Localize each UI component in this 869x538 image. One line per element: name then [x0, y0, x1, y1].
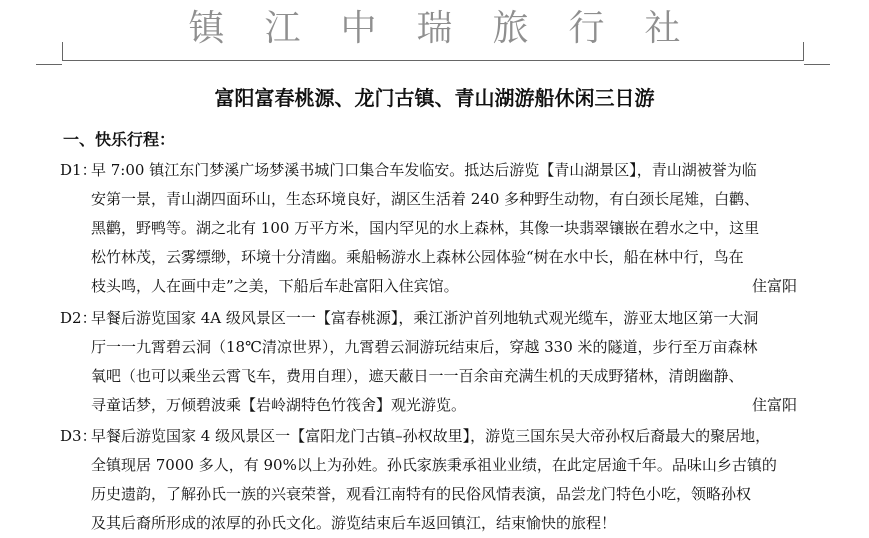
day-label: D1：	[60, 161, 97, 179]
header-rule-left-tick	[62, 42, 63, 60]
day-text: 及其后裔所形成的浓厚的孙氏文化。游览结束后车返回镇江，结束愉快的旅程！	[91, 514, 617, 532]
day-text: 氧吧（也可以乘坐云霄飞车，费用自理），遮天蔽日一一百余亩充满生机的天成野猪林，清朗幽静、	[91, 367, 744, 385]
day-line	[60, 509, 820, 538]
day-text: 厅一一九霄碧云洞（18℃清凉世界），九霄碧云洞游玩结束后，穿越 330 米的隧道，步行至万亩森林	[91, 338, 758, 356]
section-heading: 一、快乐行程：	[63, 130, 176, 149]
overnight-label: 住富阳	[752, 277, 798, 295]
header-corner-left	[36, 64, 62, 65]
itinerary-day-3	[60, 422, 820, 538]
day-line	[60, 422, 820, 451]
day-text: 早餐后游览国家 4A 级风景区一一【富春桃源】，乘江浙沪首列地轨式观光缆车，游亚太地区第一大洞	[91, 309, 759, 327]
day-text: 历史遗韵，了解孙氏一族的兴衰荣誉，观看江南特有的民俗风情表演，品尝龙门特色小吃，领略孙权	[91, 485, 752, 503]
header-rule	[62, 60, 804, 61]
day-text: 黑鹳，野鸭等。湖之北有 100 万平方米，国内罕见的水上森林，其像一块翡翠镶嵌在碧水之中，这里	[91, 219, 760, 237]
day-line	[60, 214, 820, 243]
day-line	[60, 480, 820, 509]
overnight-label: 住富阳	[752, 396, 798, 414]
day-line	[60, 304, 820, 333]
day-text: 早餐后游览国家 4 级风景区一【富阳龙门古镇–孙权故里】，游览三国东吴大帝孙权后裔最大的聚居地，	[91, 427, 771, 445]
day-label: D2：	[60, 309, 97, 327]
day-line	[60, 156, 820, 185]
day-line	[60, 451, 820, 480]
day-line	[60, 362, 820, 391]
day-text: 松竹林茂，云雾缥缈，环境十分清幽。乘船畅游水上森林公园体验“树在水中长，船在林中行，鸟在	[91, 248, 744, 266]
day-line	[60, 243, 820, 272]
company-letterhead: 镇江中瑞旅行社	[188, 8, 721, 49]
day-line	[60, 391, 820, 420]
itinerary-day-1	[60, 156, 820, 301]
itinerary-day-2	[60, 304, 820, 420]
day-text: 安第一景，青山湖四面环山，生态环境良好，湖区生活着 240 多种野生动物，有白颈长尾雉，白鹳、	[91, 190, 760, 208]
day-text: 全镇现居 7000 多人，有 90%以上为孙姓。孙氏家族秉承祖业业绩，在此定居逾千年。品味山乡古镇的	[91, 456, 777, 474]
document-title: 富阳富春桃源、龙门古镇、青山湖游船休闲三日游	[214, 86, 655, 110]
header-rule-right-tick	[803, 42, 804, 60]
day-line	[60, 185, 820, 214]
day-text: 寻童话梦，万倾碧波乘【岩岭湖特色竹筏舍】观光游览。	[91, 396, 467, 414]
day-label: D3：	[60, 427, 97, 445]
header-corner-right	[804, 64, 830, 65]
day-line	[60, 272, 820, 301]
day-text: 枝头鸣，人在画中走”之美，下船后车赴富阳入住宾馆。	[91, 277, 459, 295]
day-line	[60, 333, 820, 362]
day-text: 早 7:00 镇江东门梦溪广场梦溪书城门口集合车发临安。抵达后游览【青山湖景区】，青山湖被誉为临	[91, 161, 757, 179]
